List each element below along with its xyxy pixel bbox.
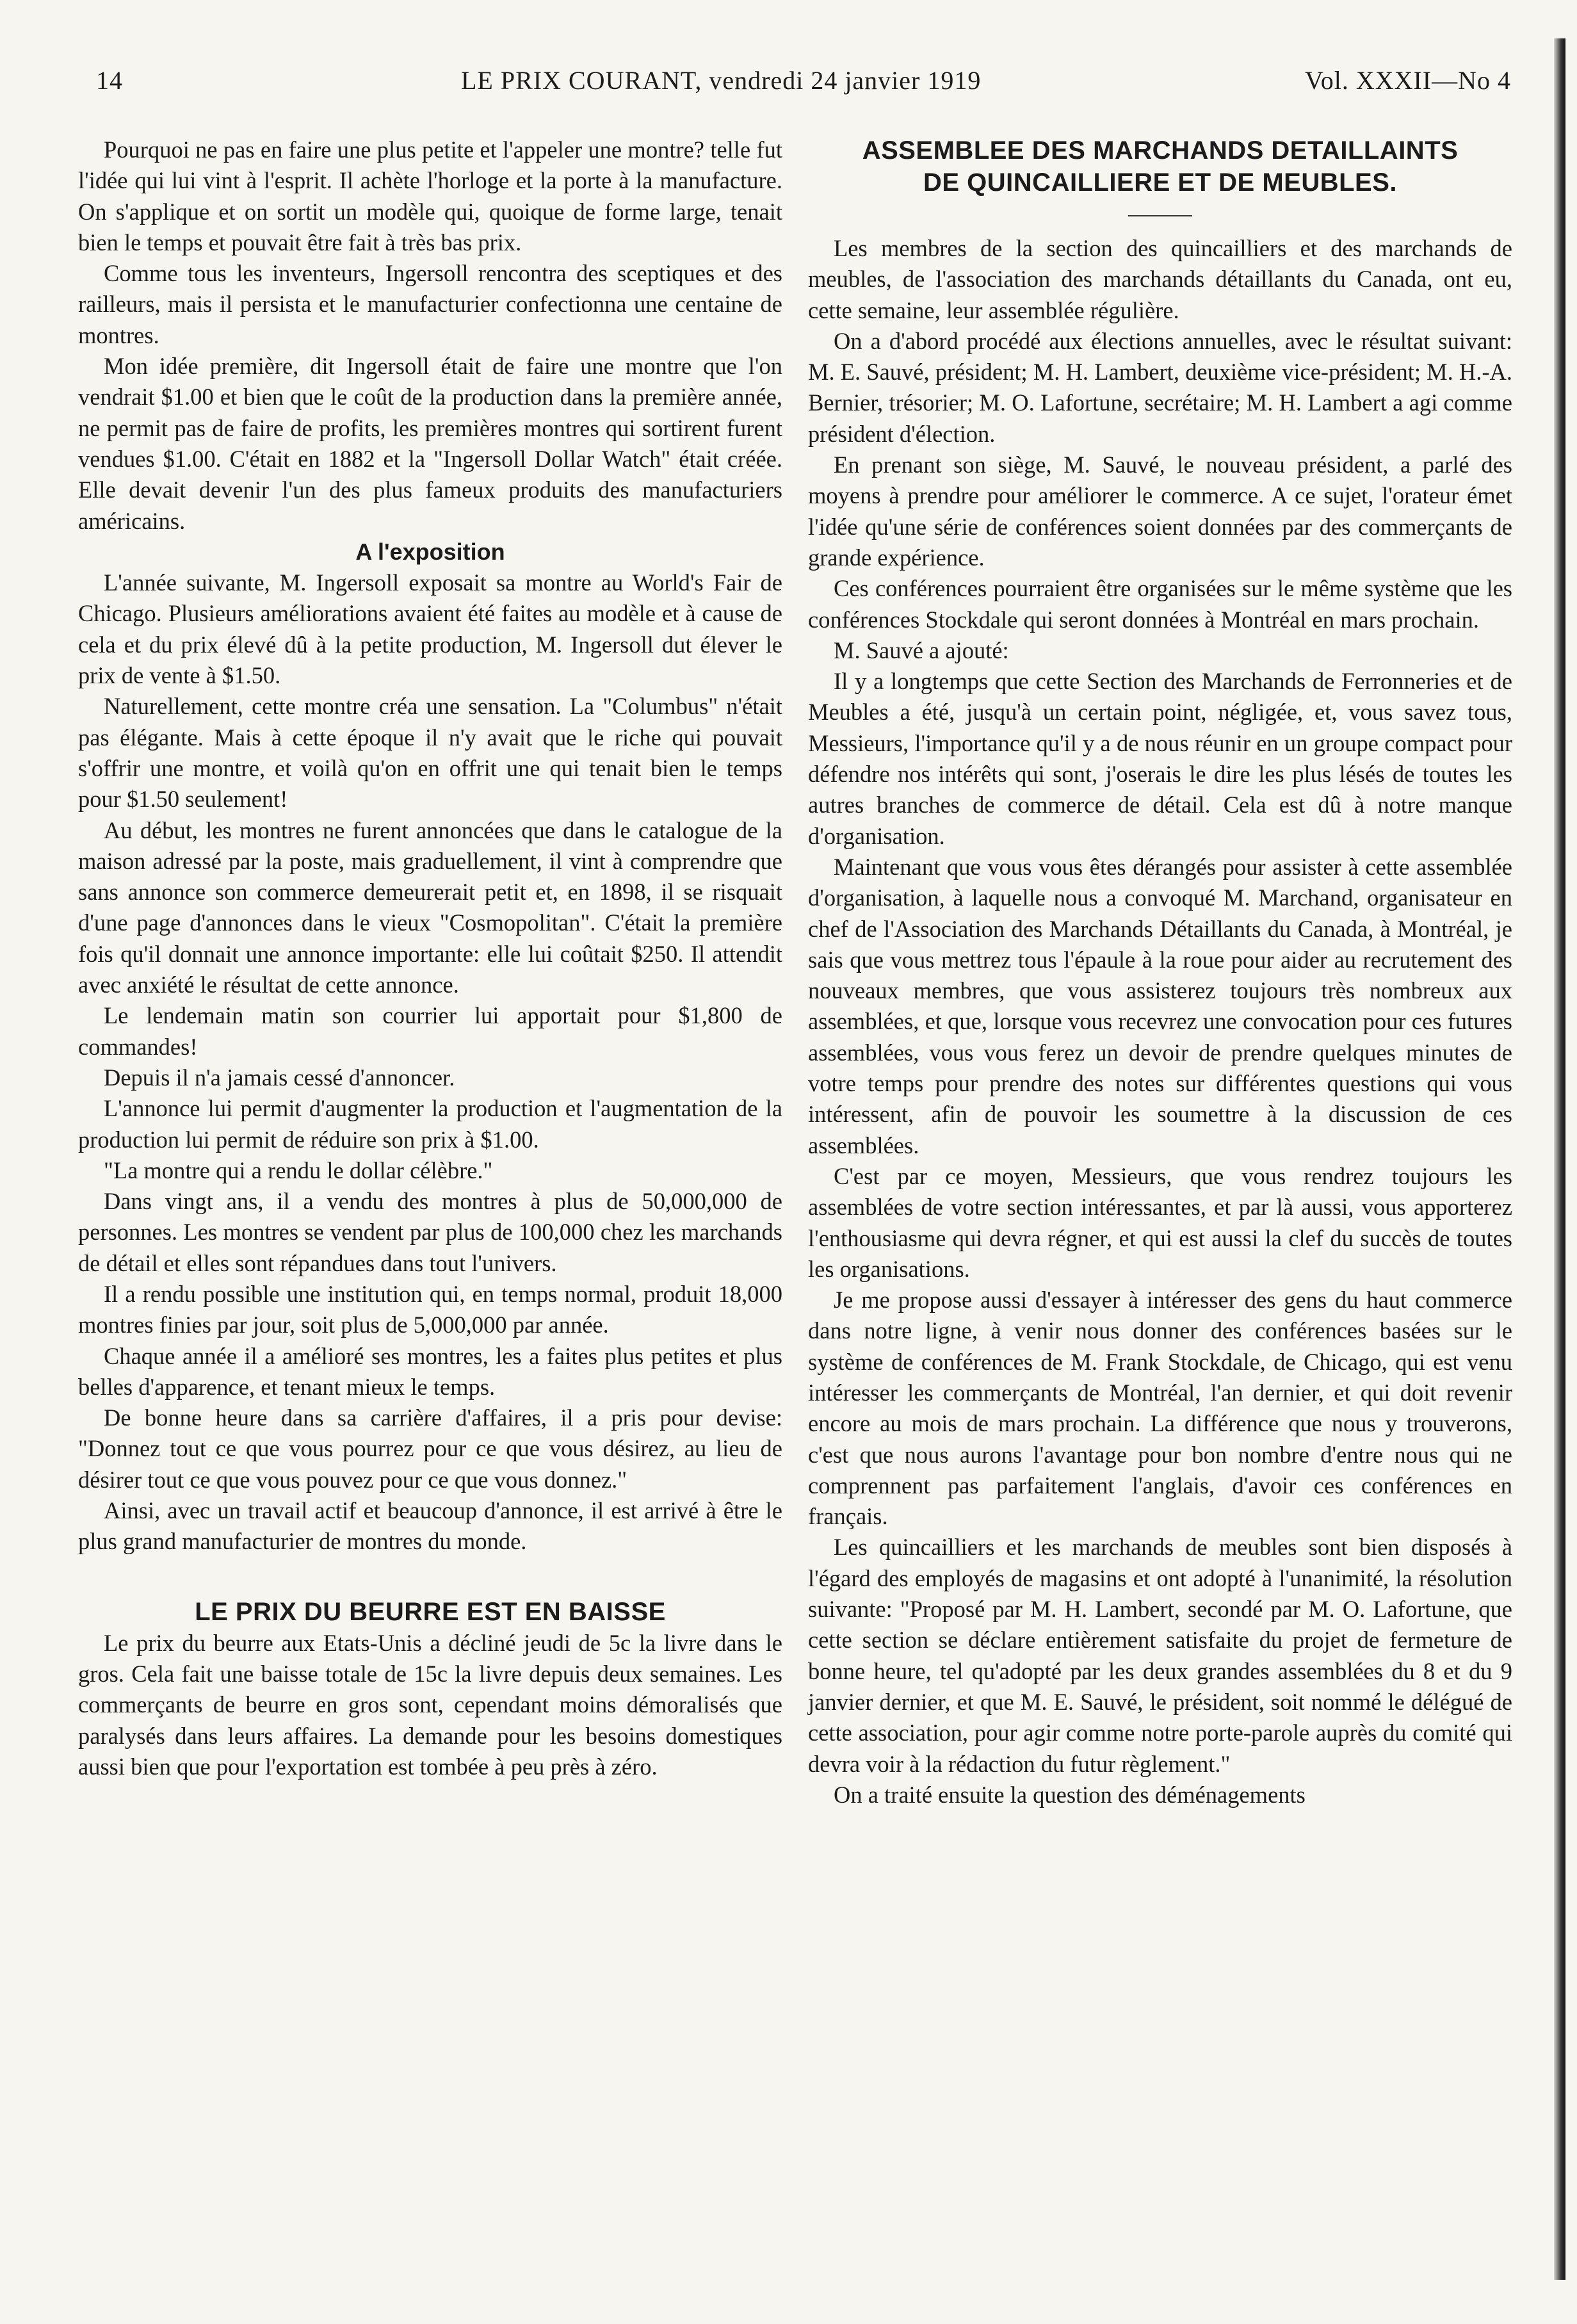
article-paragraph: Ainsi, avec un travail actif et beaucoup d'annonce, il est arrivé à être le plus grand manufacturier de montres du monde. (78, 1497, 782, 1555)
article-paragraph: L'année suivante, M. Ingersoll exposait sa montre au World's Fair de Chicago. Plusieurs améliorations avaient été faites au modèle et à cause de cela et du prix élevé dû à la petite production, M. Ingersoll dut élever le prix de vente à $1.50. (78, 569, 782, 689)
publication-title: LE PRIX COURANT, vendredi 24 janvier 1919 (461, 66, 982, 95)
article-paragraph: C'est par ce moyen, Messieurs, que vous rendrez toujours les assemblées de votre section intéressantes, et par là aussi, vous apporterez l'enthousiasme qui devra régner, et qui est aussi la clef du succès de toutes les organisations. (808, 1162, 1512, 1282)
headline-assemblee-line1: ASSEMBLEE DES MARCHANDS DETAILLAINTS (862, 136, 1459, 165)
article-paragraph: M. Sauvé a ajouté: (834, 637, 1009, 663)
article-paragraph: Il y a longtemps que cette Section des Marchands de Ferronneries et de Meubles a été, jusqu'à un certain point, négligée, et, vous savez tous, Messieurs, l'importance qu'il y a de nous réunir en un groupe compact pour défendre nos intérêts qui sont, j'oserais le dire les plus lésés de toutes les autres branches de commerce de détail. Cela est dû à notre manque d'organisation. (808, 668, 1512, 849)
page-edge-shadow (1554, 38, 1565, 2280)
beurre-article (78, 1596, 782, 1782)
article-paragraph: Mon idée première, dit Ingersoll était de faire une montre que l'on vendrait $1.00 et bien que le coût de la production dans la première année, ne permit pas de faire de profits, les premières montres qui sortirent furent vendues $1.00. C'était en 1882 et la "Ingersoll Dollar Watch" était créée. Elle devait devenir l'un des plus fameux produits des manufacturiers américains. (78, 353, 782, 534)
assemblee-article (808, 134, 1512, 1810)
headline-rule (1128, 215, 1192, 216)
subheading-exposition: A l'exposition (355, 538, 505, 565)
article-paragraph: Maintenant que vous vous êtes dérangés pour assister à cette assemblée d'organisation, à laquelle nous a convoqué M. Marchand, organisateur en chef de l'Association des Marchands Détaillants du Canada, à Montréal, je sais que vous mettrez tous l'épaule à la roue pour aider au recrutement des nouveaux membres, que vous assisterez toujours très nombreux aux assemblées, et que, lorsque vous recevrez une convocation pour ces futures assemblées, vous vous ferez un devoir de prendre quelques minutes de votre temps pour prendre des notes sur différentes questions qui vous intéressent, afin de pouvoir les soumettre à la discussion de ces assemblées. (808, 853, 1512, 1158)
page-number: 14 (96, 66, 123, 95)
article-paragraph: L'annonce lui permit d'augmenter la production et l'augmentation de la production lui permit de réduire son prix à $1.00. (78, 1095, 782, 1153)
article-paragraph: Je me propose aussi d'essayer à intéresser des gens du haut commerce dans notre ligne, à venir nous donner des conférences basées sur le système de conférences de M. Frank Stockdale, de Chicago, qui est venu intéresser les commerçants de Montréal, l'an dernier, et qui doit revenir encore au mois de mars prochain. La différence que nous y trouverons, c'est que nous aurons l'avantage pour bon nombre d'entre nous qui ne comprennent pas parfaitement l'anglais, d'avoir ces conférences en français. (808, 1287, 1512, 1530)
headline-beurre: LE PRIX DU BEURRE EST EN BAISSE (195, 1597, 666, 1626)
article-paragraph: Le lendemain matin son courrier lui apportait pour $1,800 de commandes! (78, 1002, 782, 1060)
right-column (808, 134, 1512, 1810)
article-paragraph: Au début, les montres ne furent annoncées que dans le catalogue de la maison adressé par la poste, mais graduellement, il vint à comprendre que sans annonce son commerce demeurerait petit et, en 1898, il se risquait d'une page d'annonces dans le vieux "Cosmopolitan". C'était la première fois qu'il donnait une annonce importante: elle lui coûtait $250. Il attendit avec anxiété le résultat de cette annonce. (78, 817, 782, 998)
article-paragraph: En prenant son siège, M. Sauvé, le nouveau président, a parlé des moyens à prendre pour améliorer le commerce. A ce sujet, l'orateur émet l'idée qu'une série de conférences soient données par des commerçants de grande expérience. (808, 451, 1512, 571)
article-paragraph: Depuis il n'a jamais cessé d'annoncer. (104, 1064, 455, 1091)
article-paragraph: Les membres de la section des quincailliers et des marchands de meubles, de l'association des marchands détaillants du Canada, ont eu, cette semaine, leur assemblée régulière. (808, 235, 1512, 323)
volume-number: Vol. XXXII—No 4 (1304, 66, 1511, 95)
article-paragraph: On a d'abord procédé aux élections annuelles, avec le résultat suivant: M. E. Sauvé, président; M. H. Lambert, deuxième vice-président; M. H.-A. Bernier, trésorier; M. O. Lafortune, secrétaire; M. H. Lambert a agi comme président d'élection. (808, 327, 1512, 447)
article-paragraph: Il a rendu possible une institution qui, en temps normal, produit 18,000 montres finies par jour, soit plus de 5,000,000 par année. (78, 1280, 782, 1338)
article-paragraph: Comme tous les inventeurs, Ingersoll rencontra des sceptiques et des railleurs, mais il persista et le manufacturier confectionna une centaine de montres. (78, 260, 782, 348)
article-paragraph: Pourquoi ne pas en faire une plus petite et l'appeler une montre? telle fut l'idée qui lui vint à l'esprit. Il achète l'horloge et la porte à la manufacture. On s'applique et on sortit un modèle qui, quoique de forme large, tenait bien le temps et pouvait être fait à très bas prix. (78, 136, 782, 256)
left-column (78, 134, 782, 1782)
running-header (90, 65, 1511, 104)
article-paragraph: Les quincailliers et les marchands de meubles sont bien disposés à l'égard des employés de magasins et ont adopté à l'unanimité, la résolution suivante: "Proposé par M. H. Lambert, secondé par M. O. Lafortune, que cette section se déclare entièrement satisfaite du projet de fermeture de bonne heure, tel qu'adopté par les deux grandes assemblées du 8 et du 9 janvier dernier, et que M. E. Sauvé, le président, soit nommé le délégué de cette association, pour agir comme notre porte-parole auprès du comité qui devra voir à la rédaction du futur règlement." (808, 1534, 1512, 1777)
article-separator-space (78, 1557, 782, 1596)
article-paragraph: Chaque année il a amélioré ses montres, les a faites plus petites et plus belles d'apparence, et tenant mieux le temps. (78, 1342, 782, 1400)
article-paragraph: Naturellement, cette montre créa une sensation. La "Columbus" n'était pas élégante. Mais à cette époque il n'y avait que le riche qui pouvait s'offrir une montre, et voilà qu'on en offrit une qui tenait bien le temps pour $1.50 seulement! (78, 693, 782, 813)
headline-assemblee-line2: DE QUINCAILLIERE ET DE MEUBLES. (923, 168, 1397, 197)
article-paragraph: On a traité ensuite la question des déménagements (834, 1781, 1306, 1808)
ingersoll-article (78, 134, 782, 1557)
article-paragraph: De bonne heure dans sa carrière d'affaires, il a pris pour devise: "Donnez tout ce que vous pourrez pour ce que vous désirez, au lieu de désirer tout ce que vous pouvez pour ce que vous donnez." (78, 1404, 782, 1493)
article-paragraph: Le prix du beurre aux Etats-Unis a décliné jeudi de 5c la livre dans le gros. Cela fait une baisse totale de 15c la livre depuis deux semaines. Les commerçants de beurre en gros sont, cependant moins démoralisés que paralysés dans leurs affaires. La demande pour les besoins domestiques aussi bien que pour l'exportation est tombée à peu près à zéro. (78, 1629, 782, 1780)
article-paragraph: Ces conférences pourraient être organisées sur le même système que les conférences Stockdale qui seront données à Montréal en mars prochain. (808, 575, 1512, 633)
article-paragraph: "La montre qui a rendu le dollar célèbre." (104, 1157, 493, 1183)
article-paragraph: Dans vingt ans, il a vendu des montres à plus de 50,000,000 de personnes. Les montres se vendent par plus de 100,000 chez les marchands de détail et elles sont répandues dans tout l'univers. (78, 1188, 782, 1276)
